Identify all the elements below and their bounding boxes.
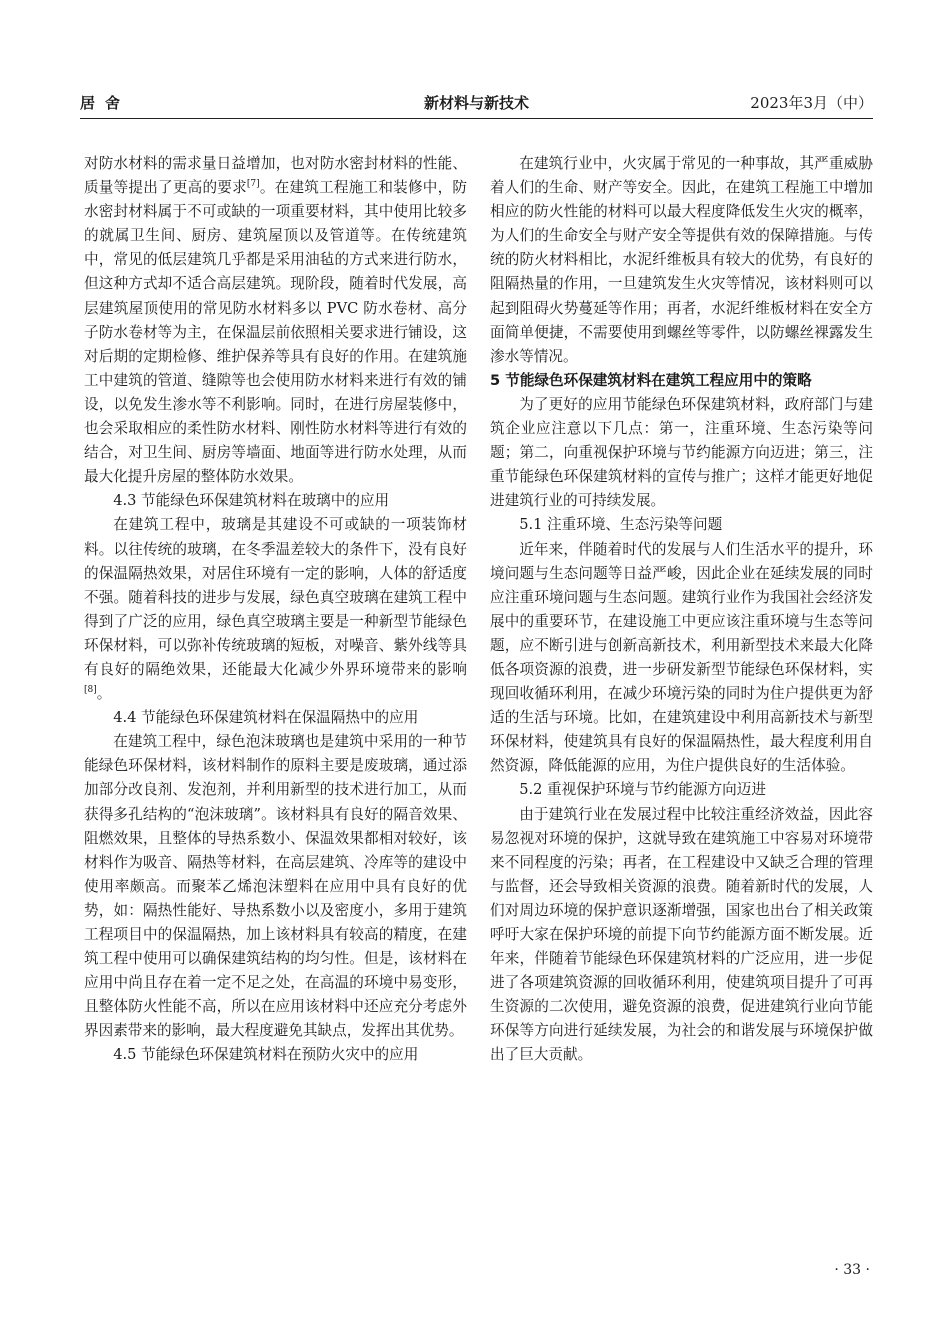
paragraph-fire: 在建筑行业中，火灾属于常见的一种事故，其严重威胁着人们的生命、财产等安全。因此，在建筑工程施工中增加相应的防火性能的材料可以最大程度降低发生火灾的概率，为人们的生命安全与财产安全等提供有效的保障措施。与传统的防火材料相比，水泥纤维板具有较大的优势，有良好的阻隔热量的作用，一旦建筑发生火灾等情况，该材料则可以起到阻碍火势蔓延等作用；再者，水泥纤维板材料在安全方面简单便捷，不需要使用到螺丝等零件，以防螺丝裸露发生渗水等情况。 (490, 155, 873, 365)
paragraph-insulation: 在建筑工程中，绿色泡沫玻璃也是建筑中采用的一种节能绿色环保材料，该材料制作的原料主要是废玻璃，通过添加部分改良剂、发泡剂，并利用新型的技术进行加工，从而获得多孔结构的“泡沫玻璃”。该材料具有良好的隔音效果、阻燃效果，且整体的导热系数小、保温效果都相对较好，该材料作为吸音、隔热等材料，在高层建筑、冷库等的建设中使用率颇高。而聚苯乙烯泡沫塑料在应用中具有良好的优势，如：隔热性能好、导热系数小以及密度小，多用于建筑工程项目中的保温隔热，加上该材料具有较高的精度，在建筑工程中使用可以确保建筑结构的均匀性。但是，该材料在应用中尚且存在着一定不足之处，在高温的环境中易变形，且整体防火性能不高，所以在应用该材料中还应充分考虑外界因素带来的影响，最大程度避免其缺点，发挥出其优势。 (84, 733, 467, 1040)
header-journal-name: 居舍 (80, 94, 131, 112)
paragraph-glass (84, 513, 467, 706)
paragraph-text: 对防水材料的需求量日益增加，也对防水密封材料的性能、质量等提出了更高的要求 (84, 155, 467, 197)
header-issue-date: 2023年3月（中） (750, 94, 873, 112)
citation-ref: [7] (246, 179, 260, 190)
left-column (84, 152, 467, 1068)
paragraph-energy: 由于建筑行业在发展过程中比较注重经济效益，因此容易忽视对环境的保护，这就导致在建筑施工中容易对环境带来不同程度的污染；再者，在工程建设中又缺乏合理的管理与监督，还会导致相关资源的浪费。随着新时代的发展，人们对周边环境的保护意识逐渐增强，国家也出台了相关政策呼吁大家在保护环境的前提下向节约能源方面不断发展。近年来，伴随着节能绿色环保建筑材料的广泛应用，进一步促进了各项建筑资源的回收循环利用，使建筑项目提升了可再生资源的二次使用，避免资源的浪费，促进建筑行业向节能环保等方向进行延续发展，为社会的和谐发展与环境保护做出了巨大贡献。 (490, 805, 873, 1064)
paragraph-text: 。 (96, 685, 112, 703)
section-heading-4-5: 4.5 节能绿色环保建筑材料在预防火灾中的应用 (113, 1046, 419, 1064)
paragraph-waterproof (84, 152, 467, 489)
section-heading-4-3: 4.3 节能绿色环保建筑材料在玻璃中的应用 (113, 492, 390, 510)
page-number: · 33 · (834, 1262, 870, 1278)
section-heading-5-1: 5.1 注重环境、生态污染等问题 (519, 516, 723, 534)
header-section-title: 新材料与新技术 (423, 94, 529, 112)
citation-ref: [8] (84, 685, 97, 696)
paragraph-text: 在建筑工程中，玻璃是其建设不可或缺的一项装饰材料。以往传统的玻璃，在冬季温差较大的条件下，没有良好的保温隔热效果，对居住环境有一定的影响，人体的舒适度不强。随着科技的进步与发展，绿色真空玻璃在建筑工程中得到了广泛的应用，绿色真空玻璃主要是一种新型节能绿色环保材料，可以弥补传统玻璃的短板，对噪音、紫外线等具有良好的隔绝效果，还能最大化减少外界环境带来的影响 (84, 516, 467, 678)
paragraph-environment: 近年来，伴随着时代的发展与人们生活水平的提升，环境问题与生态问题等日益严峻，因此企业在延续发展的同时应注重环境问题与生态问题。建筑行业作为我国社会经济发展中的重要环节，在建设施工中更应该注重环境与生态等问题，应不断引进与创新高新技术，利用新型技术来最大化降低各项资源的浪费，进一步研发新型节能绿色环保材料，实现回收循环利用，在减少环境污染的同时为住户提供更为舒适的生活与环境。比如，在建筑建设中利用高新技术与新型环保材料，使建筑具有良好的保温隔热性，最大程度利用自然资源，降低能源的应用，为住户提供良好的生活体验。 (490, 540, 873, 775)
section-heading-5: 5 节能绿色环保建筑材料在建筑工程应用中的策略 (490, 371, 812, 389)
paragraph-strategy: 为了更好的应用节能绿色环保建筑材料，政府部门与建筑企业应注意以下几点：第一，注重环境、生态污染等问题；第二，向重视保护环境与节约能源方向迈进；第三，注重节能绿色环保建筑材料的宣传与推广；这样才能更好地促进建筑行业的可持续发展。 (490, 395, 873, 510)
running-header (80, 92, 873, 114)
section-heading-5-2: 5.2 重视保护环境与节约能源方向迈进 (519, 781, 766, 799)
header-rule (80, 118, 873, 119)
right-column (490, 152, 873, 1068)
section-heading-4-4: 4.4 节能绿色环保建筑材料在保温隔热中的应用 (113, 709, 419, 727)
paragraph-text: 。在建筑工程施工和装修中，防水密封材料属于不可或缺的一项重要材料，其中使用比较多的就属卫生间、厨房、建筑屋顶以及管道等。在传统建筑中，常见的低层建筑几乎都是采用油毡的方式来进行防水，但这种方式却不适合高层建筑。现阶段，随着时代发展，高层建筑屋顶使用的常见防水材料多以 PVC 防水卷材、高分子防水卷材等为主，在保温层前依照相关要求进行铺设，这对后期的定期检修、维护保养等具有良好的作用。在建筑施工中建筑的管道、缝隙等也会使用防水材料来进行有效的铺设，以免发生渗水等不利影响。同时，在进行房屋装修中，也会采取相应的柔性防水材料、刚性防水材料等进行有效的结合，对卫生间、厨房等墙面、地面等进行防水处理，从而最大化提升房屋的整体防水效果。 (84, 179, 467, 486)
